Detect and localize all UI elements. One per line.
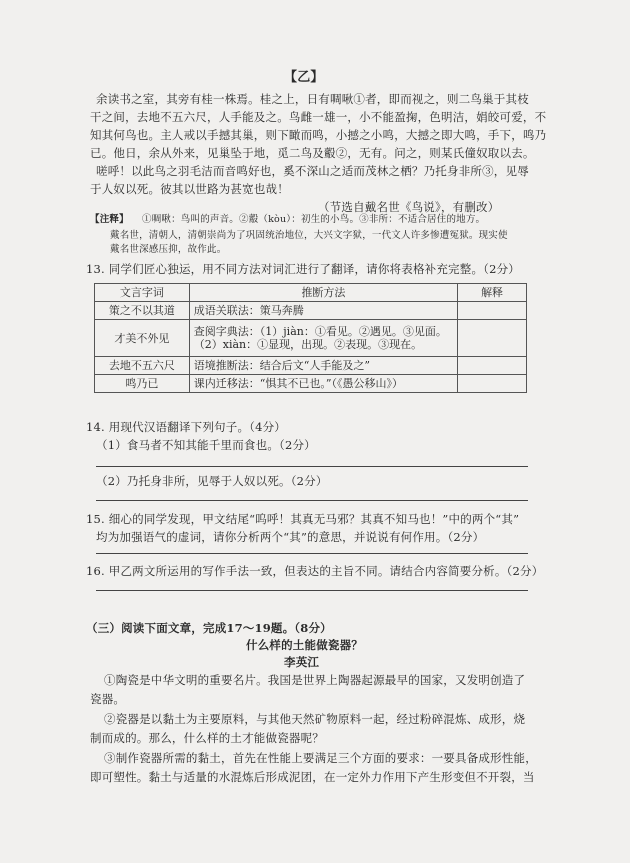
table-row [95, 357, 527, 375]
note-line: ①啁啾：鸟叫的声音。②鷇（kòu）：初生的小鸟。③非所：不适合居住的地方。 [142, 214, 486, 225]
passage-line: 已。他日，余从外来，见巢坠于地，觅二鸟及鷇②，无有。问之，则某氏僮奴取以去。 [90, 146, 535, 160]
note-line: 戴名世，清朝人，清朝崇尚为了巩固统治地位，大兴文字狱，一代文人许多惨遭冤狱。现实使 [110, 230, 508, 241]
passage-line: 干之间，去地不五六尺，人手能及之。鸟雌一雄一，小不能盈掬，色明洁，娟皎可爱，不 [90, 110, 547, 124]
article-paragraph-cont: 瓷器。 [90, 692, 126, 706]
question-15-cont: 均为加强语气的虚词，请你分析两个“其”的意思，并说说有何作用。（2分） [96, 530, 485, 544]
passage-heading: 【乙】 [284, 70, 324, 85]
passage-source: （节选自戴名世《鸟说》，有删改） [318, 200, 500, 214]
article-paragraph-cont: 制而成的。那么，什么样的土才能做瓷器呢？ [90, 731, 324, 745]
table-header: 推断方法 [189, 284, 457, 302]
article-author: 李英江 [284, 655, 320, 669]
table-header: 解释 [458, 284, 527, 302]
method-cell: 课内迁移法：“惧其不已也。”（《愚公移山》） [189, 375, 457, 393]
answer-cell[interactable] [458, 320, 527, 357]
question-14: 14. 用现代汉语翻译下列句子。（4分） [86, 420, 287, 434]
method-cell: 成语关联法：策马奔腾 [189, 302, 457, 320]
table-row [95, 375, 527, 393]
table-header: 文言字词 [95, 284, 190, 302]
answer-line[interactable] [96, 553, 528, 554]
note-line: 戴名世深感压抑，故作此。 [110, 244, 227, 255]
word-cell: 策之不以其道 [95, 302, 190, 320]
passage-line: 知其何鸟也。主人戒以手撼其巢，则下瞰而鸣，小撼之小鸣，大撼之即大鸣，手下，鸣乃 [90, 128, 547, 142]
article-title: 什么样的土能做瓷器？ [246, 638, 363, 652]
method-cell: 语境推断法：结合后文“人手能及之” [189, 357, 457, 375]
article-paragraph: ①陶瓷是中华文明的重要名片。我国是世界上陶器起源最早的国家，又发明创造了 [104, 673, 526, 687]
word-cell: 鸣乃已 [95, 375, 190, 393]
section-heading: （三）阅读下面文章，完成17～19题。（8分） [86, 621, 332, 635]
word-cell: 才美不外见 [95, 320, 190, 357]
article-paragraph: ③制作瓷器所需的黏土，首先在性能上要满足三个方面的要求：一要具备成形性能， [104, 751, 537, 765]
table-row [95, 302, 527, 320]
answer-line[interactable] [96, 466, 528, 467]
article-paragraph: ②瓷器是以黏土为主要原料，与其他天然矿物原料一起，经过粉碎混炼、成形，烧 [104, 712, 526, 726]
question-13: 13. 同学们匠心独运，用不同方法对词汇进行了翻译，请你将表格补充完整。（2分） [86, 262, 521, 276]
passage-line: 嗟呼！以此鸟之羽毛洁而音鸣好也，奚不深山之适而茂林之栖？乃托身非所③，见辱 [96, 164, 529, 178]
notes-label: 【注释】 [90, 214, 129, 225]
table-header-row [95, 284, 527, 302]
passage-line: 于人奴以死。彼其以世路为甚宽也哉！ [90, 182, 289, 196]
answer-cell[interactable] [458, 375, 527, 393]
table-row [95, 320, 527, 357]
question-16: 16. 甲乙两文所运用的写作手法一致，但表达的主旨不同。请结合内容简要分析。（2分） [86, 564, 544, 578]
article-paragraph-cont: 即可塑性。黏土与适量的水混炼后形成泥团，在一定外力作用下产生形变但不开裂，当 [90, 770, 535, 784]
question-14-sub1: （1）食马者不知其能千里而食也。（2分） [96, 438, 316, 452]
vocab-table [94, 283, 527, 393]
answer-line[interactable] [96, 590, 528, 591]
answer-cell[interactable] [458, 302, 527, 320]
answer-cell[interactable] [458, 357, 527, 375]
passage-line: 余读书之室，其旁有桂一株焉。桂之上，日有啁啾①者，即而视之，则二鸟巢于其枝 [96, 92, 529, 106]
answer-line[interactable] [96, 500, 528, 501]
word-cell: 去地不五六尺 [95, 357, 190, 375]
question-14-sub2: （2）乃托身非所，见辱于人奴以死。（2分） [96, 474, 328, 488]
question-15: 15. 细心的同学发现，甲文结尾“呜呼！其真无马邪？其真不知马也！”中的两个“其” [86, 512, 520, 526]
method-cell: 查阅字典法：（1）jiàn：①看见。②遇见。③见面。（2）xiàn：①显现，出现。②表现。③现在。 [189, 320, 457, 357]
